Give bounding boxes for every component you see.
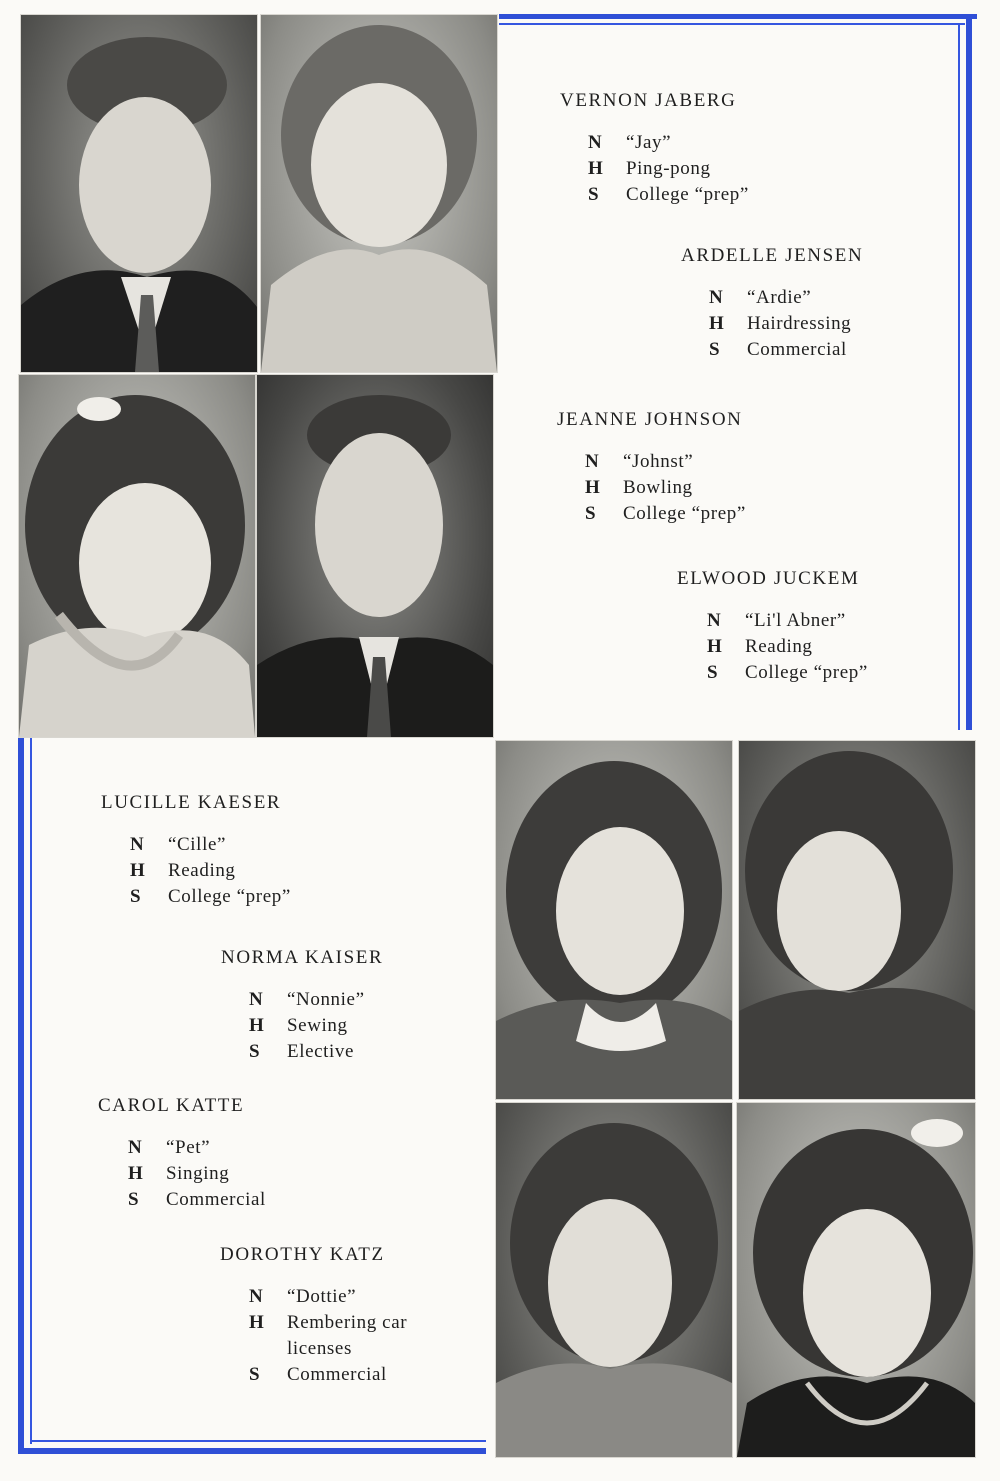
- subject-row: [249, 1362, 437, 1388]
- row-key: H: [249, 1312, 265, 1333]
- row-value: “Nonnie”: [287, 989, 365, 1010]
- student-name: JEANNE JOHNSON: [557, 409, 743, 430]
- row-value: College “prep”: [626, 184, 749, 205]
- row-value: Singing: [166, 1163, 230, 1184]
- bottom-frame-border-left-inner: [30, 738, 32, 1444]
- hobby-row: [249, 1013, 383, 1039]
- row-key: N: [709, 287, 724, 308]
- student-name: VERNON JABERG: [560, 90, 737, 111]
- hobby-row: [130, 858, 291, 884]
- row-key: H: [588, 158, 604, 179]
- row-key: N: [707, 610, 722, 631]
- subject-row: [709, 337, 863, 363]
- subject-row: [128, 1187, 266, 1213]
- student-entry-elwood-juckem: [677, 568, 868, 686]
- row-key: N: [585, 451, 600, 472]
- row-key: H: [709, 313, 725, 334]
- portrait-photo-ardelle-jensen: [260, 14, 498, 373]
- row-key: H: [707, 636, 723, 657]
- row-key: S: [128, 1189, 140, 1210]
- student-entry-vernon-jaberg: [560, 90, 749, 208]
- portrait-photo-elwood-juckem: [256, 374, 494, 738]
- row-key: H: [249, 1015, 265, 1036]
- portrait-photo-norma-kaiser: [738, 740, 976, 1100]
- portrait-photo-carol-katte: [495, 1102, 733, 1458]
- nickname-row: [709, 285, 863, 311]
- row-key: H: [585, 477, 601, 498]
- hobby-row: [128, 1161, 266, 1187]
- portrait-illustration: [496, 741, 732, 1099]
- row-value: College “prep”: [623, 503, 746, 524]
- nickname-row: [130, 832, 291, 858]
- hobby-row: [588, 156, 749, 182]
- portrait-illustration: [496, 1103, 732, 1457]
- row-value: Rembering car licenses: [287, 1312, 408, 1359]
- row-key: N: [130, 834, 145, 855]
- student-entry-lucille-kaeser: [101, 792, 291, 910]
- subject-row: [707, 660, 868, 686]
- student-name: ARDELLE JENSEN: [681, 245, 864, 266]
- nickname-row: [128, 1135, 266, 1161]
- row-key: H: [130, 860, 146, 881]
- nickname-row: [707, 608, 868, 634]
- row-key: S: [709, 339, 721, 360]
- bottom-frame-border-bottom: [18, 1448, 486, 1454]
- row-value: Commercial: [166, 1189, 266, 1210]
- portrait-photo-lucille-kaeser: [495, 740, 733, 1100]
- row-value: College “prep”: [745, 662, 868, 683]
- student-entry-carol-katte: [98, 1095, 266, 1213]
- portrait-photo-vernon-jaberg: [20, 14, 258, 373]
- row-value: Commercial: [747, 339, 847, 360]
- hobby-row: [709, 311, 863, 337]
- row-value: “Ardie”: [747, 287, 812, 308]
- row-value: Reading: [745, 636, 813, 657]
- student-entry-norma-kaiser: [221, 947, 383, 1065]
- top-frame-border-top: [499, 14, 977, 19]
- student-name: LUCILLE KAESER: [101, 792, 282, 813]
- bottom-frame-border-left: [18, 738, 24, 1454]
- student-name: ELWOOD JUCKEM: [677, 568, 860, 589]
- portrait-illustration: [739, 741, 975, 1099]
- row-key: S: [585, 503, 597, 524]
- subject-row: [585, 501, 746, 527]
- row-key: N: [249, 989, 264, 1010]
- subject-row: [588, 182, 749, 208]
- row-key: S: [588, 184, 600, 205]
- portrait-illustration: [737, 1103, 975, 1457]
- row-value: “Johnst”: [623, 451, 694, 472]
- row-value: Hairdressing: [747, 313, 852, 334]
- student-entry-dorothy-katz: [220, 1244, 437, 1388]
- row-value: College “prep”: [168, 886, 291, 907]
- nickname-row: [249, 1284, 437, 1310]
- student-entry-ardelle-jensen: [681, 245, 863, 363]
- student-entry-jeanne-johnson: [557, 409, 746, 527]
- row-value: Elective: [287, 1041, 355, 1062]
- portrait-photo-dorothy-katz: [736, 1102, 976, 1458]
- row-value: Ping-pong: [626, 158, 711, 179]
- hobby-row: [585, 475, 746, 501]
- row-value: “Jay”: [626, 132, 672, 153]
- row-value: Bowling: [623, 477, 693, 498]
- nickname-row: [249, 987, 383, 1013]
- portrait-illustration: [261, 15, 497, 372]
- student-name: CAROL KATTE: [98, 1095, 245, 1116]
- hobby-row: [249, 1310, 437, 1362]
- row-value: “Pet”: [166, 1137, 211, 1158]
- row-value: Commercial: [287, 1364, 387, 1385]
- top-frame-border-right: [966, 14, 972, 730]
- row-key: N: [588, 132, 603, 153]
- row-key: H: [128, 1163, 144, 1184]
- row-key: N: [249, 1286, 264, 1307]
- row-value: “Dottie”: [287, 1286, 357, 1307]
- nickname-row: [588, 130, 749, 156]
- subject-row: [249, 1039, 383, 1065]
- portrait-illustration: [257, 375, 493, 737]
- row-value: Sewing: [287, 1015, 348, 1036]
- row-key: S: [707, 662, 719, 683]
- subject-row: [130, 884, 291, 910]
- row-key: S: [249, 1041, 261, 1062]
- student-name: DOROTHY KATZ: [220, 1244, 385, 1265]
- hobby-row: [707, 634, 868, 660]
- row-value: “Cille”: [168, 834, 227, 855]
- row-value: Reading: [168, 860, 236, 881]
- top-frame-border-top-inner: [499, 23, 965, 25]
- student-name: NORMA KAISER: [221, 947, 384, 968]
- portrait-photo-jeanne-johnson: [18, 374, 256, 738]
- row-key: S: [249, 1364, 261, 1385]
- portrait-illustration: [21, 15, 257, 372]
- portrait-illustration: [19, 375, 255, 737]
- bottom-frame-border-bottom-inner: [30, 1440, 486, 1442]
- row-key: N: [128, 1137, 143, 1158]
- top-frame-border-right-inner: [958, 23, 960, 730]
- row-key: S: [130, 886, 142, 907]
- row-value: “Li'l Abner”: [745, 610, 846, 631]
- nickname-row: [585, 449, 746, 475]
